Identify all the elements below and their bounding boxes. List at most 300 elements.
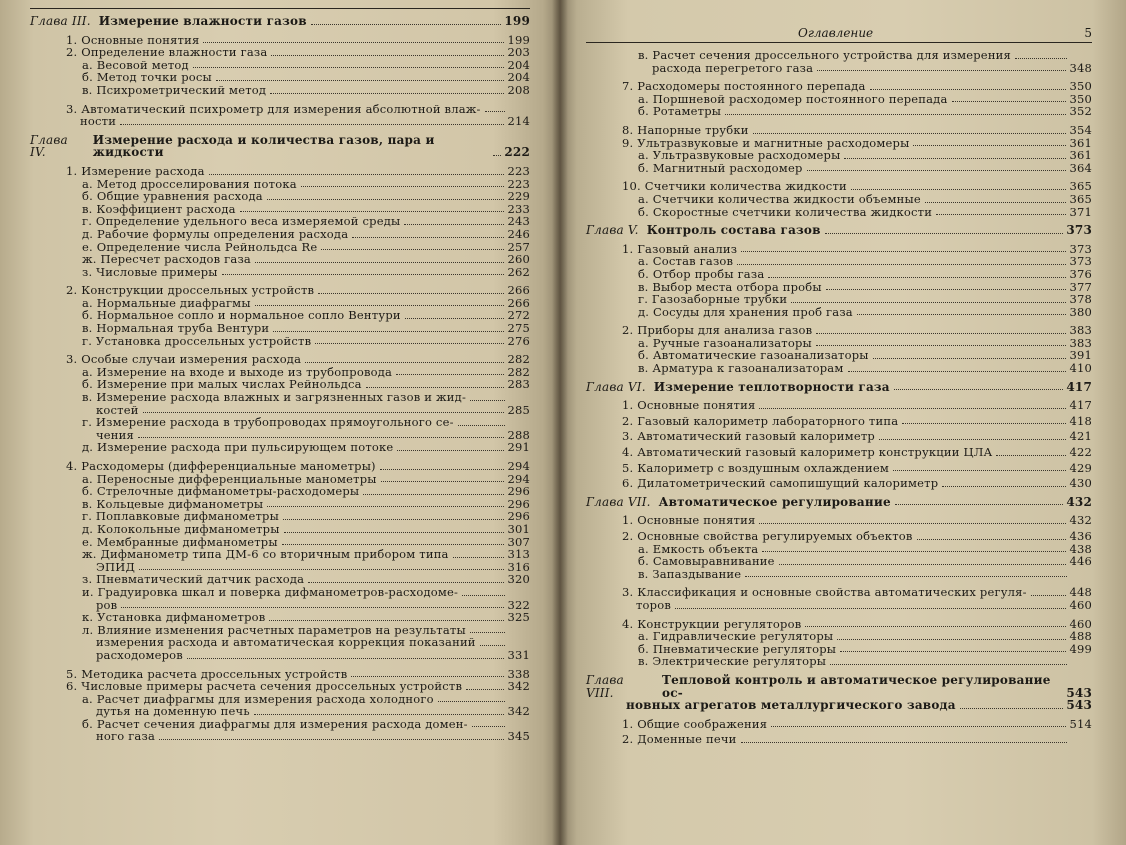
leader-dots — [1015, 57, 1067, 59]
leader-dots — [143, 411, 505, 413]
chapter-title: Контроль состава газов — [646, 223, 821, 238]
entry-title: д. Рабочие формулы определения расхода — [82, 226, 349, 241]
leader-dots — [741, 741, 1067, 743]
leader-dots — [470, 399, 505, 401]
leader-dots — [816, 344, 1067, 346]
leader-dots — [851, 188, 1067, 190]
toc-subsection — [30, 253, 530, 266]
leader-dots — [305, 361, 504, 363]
leader-dots — [381, 480, 505, 482]
entry-title: г. Поплавковые дифманометры — [82, 509, 279, 524]
entry-title: 1. Общие соображения — [622, 716, 768, 731]
entry-title: 10. Счетчики количества жидкости — [622, 179, 847, 194]
page-ref: 342 — [507, 704, 530, 719]
page-ref: 417 — [1069, 398, 1092, 413]
leader-dots — [960, 707, 1064, 709]
page-ref: 417 — [1066, 379, 1092, 394]
toc-subsection — [586, 206, 1092, 219]
entry-title: б. Пневматические регуляторы — [638, 641, 837, 656]
page-ref: 543 — [1066, 698, 1092, 713]
entry-title: д. Измерение расхода при пульсирующем потоке — [82, 440, 394, 455]
toc-subsection — [30, 441, 530, 454]
entry-title: в. Арматура к газоанализаторам — [638, 361, 844, 376]
leader-dots — [282, 543, 505, 545]
page-ref: 283 — [507, 377, 530, 392]
toc-right — [586, 49, 1092, 746]
page-ref: 246 — [507, 226, 530, 241]
entry-title: б. Стрелочные дифманометры-расходомеры — [82, 484, 360, 499]
entry-title: а. Метод дросселирования потока — [82, 176, 297, 191]
entry-title: б. Общие уравнения расхода — [82, 189, 263, 204]
leader-dots — [254, 713, 505, 715]
entry-title: а. Гидравлические регуляторы — [638, 629, 834, 644]
entry-title: б. Автоматические газоанализаторы — [638, 348, 869, 363]
leader-dots — [493, 154, 501, 156]
entry-title: ж. Дифманометр типа ДМ-6 со вторичным прибором типа — [82, 547, 449, 562]
chapter-heading — [586, 224, 1092, 237]
entry-title: расходомеров — [96, 647, 183, 662]
toc-subsection — [586, 62, 1092, 75]
leader-dots — [396, 373, 504, 375]
chapter-title: Измерение теплотворности газа — [653, 379, 890, 394]
toc-section — [586, 124, 1092, 137]
leader-dots — [321, 248, 504, 250]
toc-section — [586, 599, 1092, 612]
leader-dots — [120, 123, 504, 125]
chapter-heading — [586, 496, 1092, 509]
chapter-heading — [30, 134, 530, 159]
chapter-heading — [586, 381, 1092, 394]
leader-dots — [380, 468, 505, 470]
entry-title: б. Расчет сечения диафрагмы для измерения расхода домен- — [82, 716, 468, 731]
leader-dots — [1031, 594, 1067, 596]
page-ref: 514 — [1069, 716, 1092, 731]
toc-subsection — [30, 335, 530, 348]
leader-dots — [913, 144, 1066, 146]
running-header — [586, 6, 1092, 43]
page-ref: 199 — [504, 14, 530, 28]
leader-dots — [879, 438, 1066, 440]
leader-dots — [480, 644, 505, 646]
entry-title: а. Ультразвуковые расходомеры — [638, 148, 841, 163]
page-ref: 331 — [507, 647, 530, 662]
leader-dots — [825, 232, 1064, 234]
page-ref: 361 — [1069, 135, 1092, 150]
leader-dots — [267, 505, 504, 507]
entry-title: 3. Классификация и основные свойства автоматических регуля- — [622, 585, 1027, 600]
toc-subsection — [586, 655, 1092, 668]
entry-title: 3. Автоматический психрометр для измерения абсолютной влаж- — [66, 101, 481, 116]
leader-dots — [472, 725, 505, 727]
toc-subsection — [30, 391, 530, 404]
page-ref: 322 — [507, 597, 530, 612]
toc-subsection — [586, 555, 1092, 568]
leader-dots — [895, 503, 1064, 505]
page-ref: 432 — [1066, 494, 1092, 509]
entry-title: а. Поршневой расходомер постоянного перепада — [638, 91, 948, 106]
toc-section — [30, 165, 530, 178]
page-ref: 488 — [1069, 629, 1092, 644]
entry-title: а. Весовой метод — [82, 57, 189, 72]
toc-subsection — [30, 266, 530, 279]
page-ref: 376 — [1069, 266, 1092, 281]
page-ref: 222 — [504, 145, 530, 160]
toc-section — [30, 115, 530, 128]
entry-title: б. Самовыравнивание — [638, 554, 775, 569]
leader-dots — [791, 301, 1066, 303]
leader-dots — [741, 250, 1066, 252]
toc-subsection — [30, 586, 530, 599]
toc-subsection — [30, 705, 530, 718]
entry-title: ности — [80, 114, 117, 129]
toc-section — [30, 284, 530, 297]
toc-subsection — [586, 49, 1092, 62]
entry-title: 5. Методика расчета дроссельных устройств — [66, 666, 348, 681]
page-ref: 282 — [507, 364, 530, 379]
page-ref: 294 — [507, 459, 530, 473]
entry-title: 5. Калориметр с воздушным охлаждением — [622, 460, 890, 475]
entry-title: 1. Основные понятия — [622, 398, 756, 413]
toc-left — [30, 15, 530, 743]
entry-title: е. Мембранные дифманометры — [82, 534, 278, 549]
entry-title: а. Расчет диафрагмы для измерения расхода холодного — [82, 691, 434, 706]
leader-dots — [363, 493, 504, 495]
entry-title: 6. Числовые примеры расчета сечения дроссельных устройств — [66, 679, 463, 694]
page-ref: 233 — [507, 201, 530, 216]
leader-dots — [952, 100, 1067, 102]
leader-dots — [284, 531, 505, 533]
toc-subsection — [30, 84, 530, 97]
page-ref: 285 — [507, 402, 530, 417]
page-ref: 350 — [1069, 91, 1092, 106]
entry-title: г. Определение удельного веса измеряемой среды — [82, 214, 401, 229]
page-ref: 365 — [1069, 191, 1092, 206]
toc-subsection — [586, 193, 1092, 206]
chapter-number: Глава VIII. — [586, 672, 624, 700]
leader-dots — [857, 313, 1067, 315]
page-ref: 345 — [507, 729, 530, 744]
entry-title: 4. Расходомеры (дифференциальные манометры) — [66, 459, 376, 473]
toc-section — [586, 462, 1092, 475]
page-ref: 429 — [1069, 460, 1092, 475]
page-ref: 272 — [507, 308, 530, 323]
entry-title: 3. Особые случаи измерения расхода — [66, 352, 302, 367]
entry-title: а. Состав газов — [638, 254, 734, 269]
toc-section — [586, 415, 1092, 428]
leader-dots — [366, 386, 505, 388]
toc-section — [586, 733, 1092, 746]
page-ref: 352 — [1069, 104, 1092, 119]
leader-dots — [894, 388, 1064, 390]
leader-dots — [301, 185, 505, 187]
entry-title: 2. Приборы для анализа газов — [622, 323, 813, 338]
entry-title: 6. Дилатометрический самопишущий калориметр — [622, 476, 939, 491]
leader-dots — [159, 738, 504, 740]
page-ref: 421 — [1069, 429, 1092, 444]
leader-dots — [397, 449, 504, 451]
entry-title: 2. Газовый калориметр лабораторного типа — [622, 413, 899, 428]
entry-title: 1. Газовый анализ — [622, 241, 738, 256]
leader-dots — [438, 700, 505, 702]
entry-title: а. Счетчики количества жидкости объемные — [638, 191, 921, 206]
page-ref: 203 — [507, 45, 530, 60]
toc-section — [586, 530, 1092, 543]
page-ref: 266 — [507, 295, 530, 310]
entry-title: а. Ручные газоанализаторы — [638, 335, 812, 350]
entry-title: з. Пневматический датчик расхода — [82, 572, 305, 587]
entry-title: л. Влияние изменения расчетных параметров на результаты — [82, 622, 466, 637]
right-page — [560, 0, 1126, 845]
leader-dots — [725, 113, 1066, 115]
chapter-title: Тепловой контроль и автоматическое регулирование ос- — [662, 672, 1051, 700]
running-head-title: Оглавление — [798, 26, 874, 40]
entry-title: 1. Измерение расхода — [66, 163, 205, 178]
page-ref: 460 — [1069, 597, 1092, 612]
chapter-title: Автоматическое регулирование — [658, 494, 891, 509]
entry-title: костей — [96, 402, 139, 417]
toc-section — [586, 430, 1092, 443]
page-ref: 223 — [507, 176, 530, 191]
page-ref: 432 — [1069, 513, 1092, 528]
entry-title: чения — [96, 427, 134, 442]
toc-subsection — [30, 322, 530, 335]
page-ref: 243 — [507, 214, 530, 229]
entry-title: в. Выбор места отбора пробы — [638, 279, 822, 294]
page-ref: 294 — [507, 471, 530, 486]
page-ref: 350 — [1069, 79, 1092, 94]
leader-dots — [318, 292, 504, 294]
page-ref: 438 — [1069, 541, 1092, 556]
page-ref: 204 — [507, 70, 530, 85]
leader-dots — [936, 213, 1066, 215]
toc-subsection — [30, 611, 530, 624]
toc-subsection — [586, 149, 1092, 162]
toc-subsection — [586, 105, 1092, 118]
toc-subsection — [586, 268, 1092, 281]
leader-dots — [466, 688, 504, 690]
entry-title: 3. Автоматический газовый калориметр — [622, 429, 875, 444]
entry-title: в. Кольцевые дифманометры — [82, 496, 264, 511]
entry-title: г. Установка дроссельных устройств — [82, 333, 312, 348]
entry-title: а. Измерение на входе и выходе из трубопровода — [82, 364, 393, 379]
page-ref: 223 — [507, 163, 530, 178]
toc-section — [30, 680, 530, 693]
page-ref: 262 — [507, 264, 530, 279]
leader-dots — [771, 725, 1066, 727]
top-rule — [30, 8, 530, 9]
toc-subsection — [586, 568, 1092, 581]
entry-title: расхода перегретого газа — [652, 60, 814, 75]
toc-section — [586, 80, 1092, 93]
page-ref: 460 — [1069, 616, 1092, 631]
entry-title: а. Переносные дифференциальные манометры — [82, 471, 377, 486]
page-ref: 377 — [1069, 279, 1092, 294]
leader-dots — [942, 485, 1066, 487]
chapter-heading — [30, 15, 530, 28]
leader-dots — [222, 273, 505, 275]
leader-dots — [826, 288, 1067, 290]
page-ref: 383 — [1069, 323, 1092, 338]
toc-section — [586, 446, 1092, 459]
page-ref: 260 — [507, 252, 530, 267]
page-ref: 342 — [507, 679, 530, 694]
entry-title: 4. Конструкции регуляторов — [622, 616, 802, 631]
leader-dots — [315, 342, 504, 344]
entry-title: в. Коэффициент расхода — [82, 201, 236, 216]
leader-dots — [830, 663, 1067, 665]
page-ref: 361 — [1069, 148, 1092, 163]
entry-title: 2. Основные свойства регулируемых объектов — [622, 529, 913, 543]
toc-section — [586, 324, 1092, 337]
entry-title: 9. Ультразвуковые и магнитные расходомеры — [622, 135, 910, 150]
page-ref: 229 — [507, 189, 530, 204]
chapter-number: Глава VII. — [586, 494, 651, 509]
entry-title: б. Нормальное сопло и нормальное сопло Вентури — [82, 308, 401, 323]
leader-dots — [675, 607, 1066, 609]
entry-title: б. Метод точки росы — [82, 70, 212, 85]
entry-title: 2. Определение влажности газа — [66, 45, 268, 60]
entry-title: в. Психрометрический метод — [82, 82, 267, 97]
toc-section — [586, 514, 1092, 527]
page-ref: 410 — [1069, 361, 1092, 376]
page-ref: 316 — [507, 559, 530, 574]
page-ref: 276 — [507, 333, 530, 348]
entry-title: ЭПИД — [96, 559, 136, 574]
entry-title: 1. Основные понятия — [66, 32, 200, 47]
page-ref: 301 — [507, 521, 530, 536]
leader-dots — [351, 675, 504, 677]
leader-dots — [753, 132, 1067, 134]
leader-dots — [759, 522, 1066, 524]
leader-dots — [768, 276, 1066, 278]
leader-dots — [270, 92, 504, 94]
leader-dots — [352, 236, 504, 238]
toc-subsection — [30, 548, 530, 561]
leader-dots — [187, 657, 504, 659]
page-ref: 338 — [507, 666, 530, 681]
leader-dots — [138, 436, 504, 438]
page-ref: 383 — [1069, 335, 1092, 350]
page-ref: 214 — [507, 114, 530, 129]
page-ref: 320 — [507, 572, 530, 587]
entry-title: д. Сосуды для хранения проб газа — [638, 304, 853, 319]
leader-dots — [893, 469, 1066, 471]
entry-title: 8. Напорные трубки — [622, 122, 749, 137]
leader-dots — [255, 261, 504, 263]
chapter-title: Измерение влажности газов — [98, 14, 307, 28]
page-ref: 266 — [507, 283, 530, 298]
entry-title: 2. Конструкции дроссельных устройств — [66, 283, 315, 298]
entry-title: ного газа — [96, 729, 156, 744]
page-ref: 291 — [507, 440, 530, 455]
leader-dots — [737, 263, 1066, 265]
leader-dots — [779, 563, 1067, 565]
toc-subsection — [30, 730, 530, 743]
leader-dots — [283, 518, 504, 520]
entry-title: д. Колокольные дифманометры — [82, 521, 280, 536]
entry-title: б. Скоростные счетчики количества жидкости — [638, 204, 933, 219]
entry-title: и. Градуировка шкал и поверка дифманометров-расходоме- — [82, 584, 459, 599]
leader-dots — [308, 581, 504, 583]
page-ref: 373 — [1069, 241, 1092, 256]
toc-section — [586, 477, 1092, 490]
entry-title: к. Установка дифманометров — [82, 610, 266, 625]
page-ref: 373 — [1066, 223, 1092, 238]
page-ref: 380 — [1069, 304, 1092, 319]
entry-title: б. Измерение при малых числах Рейнольдса — [82, 377, 362, 392]
page-ref: 208 — [507, 82, 530, 97]
toc-subsection — [30, 190, 530, 203]
leader-dots — [470, 631, 505, 633]
page-ref: 204 — [507, 57, 530, 72]
leader-dots — [848, 370, 1067, 372]
chapter-title: Измерение расхода и количества газов, пара и жидкости — [92, 132, 435, 160]
entry-title: б. Магнитный расходомер — [638, 160, 803, 175]
leader-dots — [458, 424, 505, 426]
entry-title: б. Отбор пробы газа — [638, 266, 765, 281]
leader-dots — [405, 317, 505, 319]
page-ref: 499 — [1069, 641, 1092, 656]
leader-dots — [485, 110, 505, 112]
leader-dots — [273, 330, 504, 332]
page-ref: 275 — [507, 321, 530, 336]
chapter-heading — [586, 674, 1092, 699]
page-ref: 365 — [1069, 179, 1092, 194]
page-ref: 391 — [1069, 348, 1092, 363]
toc-subsection — [30, 228, 530, 241]
page-ref: 430 — [1069, 476, 1092, 491]
leader-dots — [762, 550, 1066, 552]
leader-dots — [240, 210, 505, 212]
page-ref: 418 — [1069, 413, 1092, 428]
chapter-number: Глава VI. — [586, 379, 646, 394]
entry-title: 4. Автоматический газовый калориметр конструкции ЦЛА — [622, 445, 993, 460]
toc-subsection — [30, 649, 530, 662]
leader-dots — [745, 575, 1067, 577]
page-ref: 422 — [1069, 445, 1092, 460]
toc-subsection — [586, 630, 1092, 643]
leader-dots — [269, 619, 504, 621]
page-ref: 373 — [1069, 254, 1092, 269]
leader-dots — [311, 23, 502, 25]
leader-dots — [203, 41, 504, 43]
toc-subsection — [30, 416, 530, 429]
page-ref: 288 — [507, 427, 530, 442]
page-ref: 348 — [1069, 60, 1092, 75]
entry-title: в. Расчет сечения дроссельного устройства для измерения — [638, 48, 1011, 62]
entry-title: в. Нормальная труба Вентури — [82, 321, 270, 336]
leader-dots — [805, 625, 1066, 627]
page-ref: 325 — [507, 610, 530, 625]
entry-title: измерения расхода и автоматическая коррекция показаний — [96, 635, 476, 650]
page-ref: 378 — [1069, 292, 1092, 307]
leader-dots — [255, 304, 505, 306]
entry-title: б. Ротаметры — [638, 104, 722, 119]
toc-section — [30, 46, 530, 59]
entry-title: торов — [636, 597, 672, 612]
leader-dots — [807, 169, 1067, 171]
chapter-number: Глава V. — [586, 223, 639, 238]
leader-dots — [404, 223, 504, 225]
leader-dots — [209, 173, 505, 175]
toc-section — [30, 353, 530, 366]
toc-subsection — [586, 362, 1092, 375]
entry-title: дутья на доменную печь — [96, 704, 250, 719]
toc-section — [30, 460, 530, 473]
left-page — [0, 0, 560, 845]
leader-dots — [870, 88, 1067, 90]
entry-title: ров — [96, 597, 118, 612]
